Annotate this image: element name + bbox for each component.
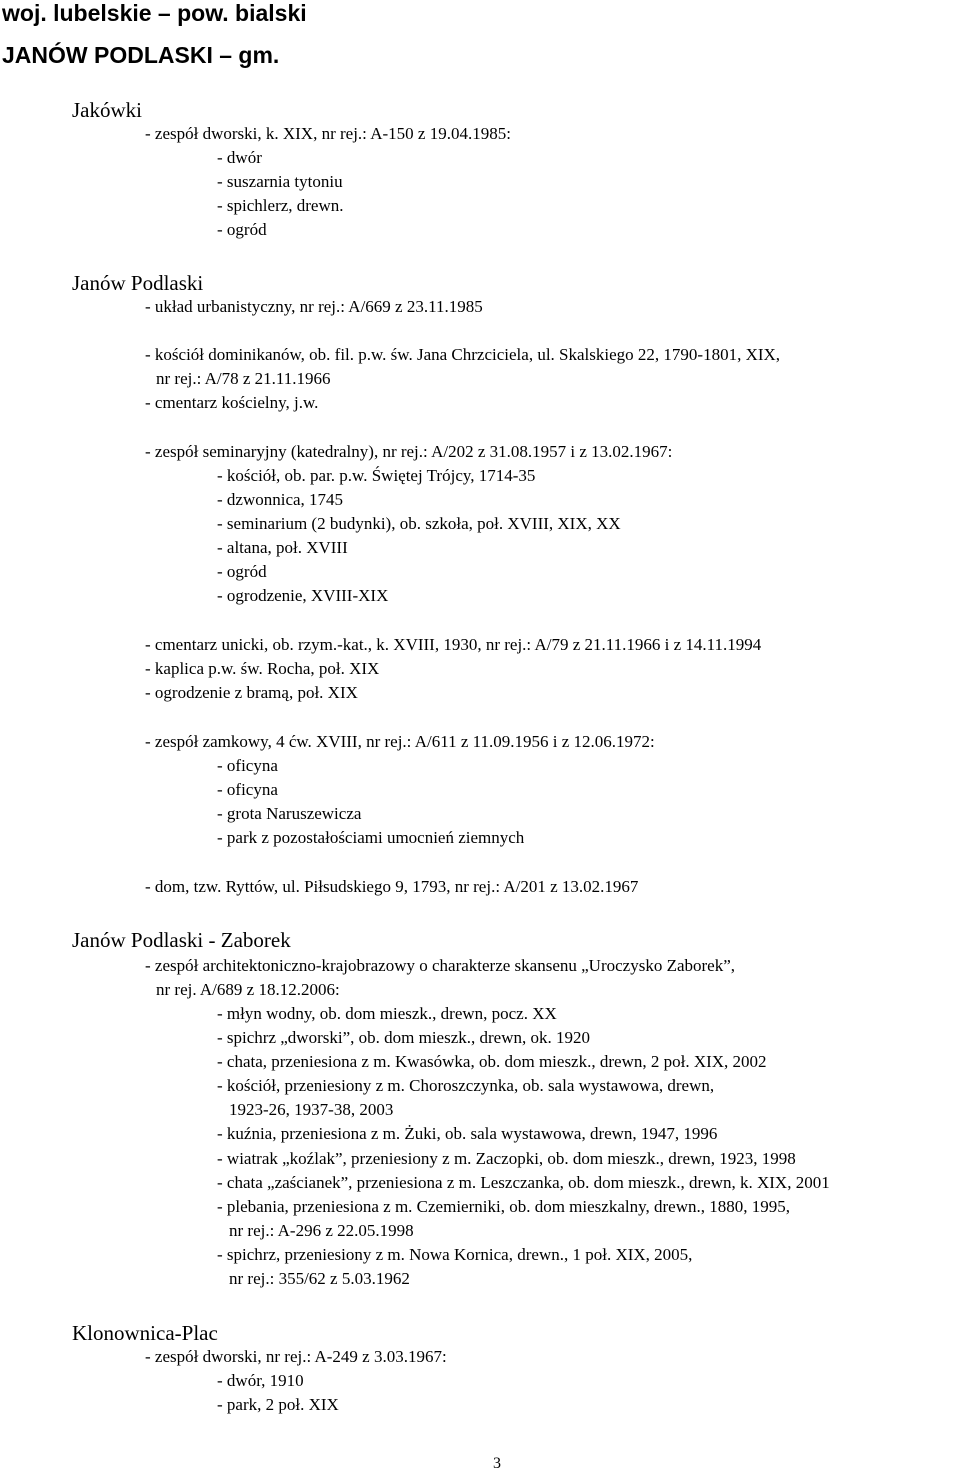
entry-line: - dom, tzw. Ryttów, ul. Piłsudskiego 9, 1793, nr rej.: A/201 z 13.02.1967 xyxy=(145,877,639,896)
entry-line: nr rej. A/689 z 18.12.2006: xyxy=(156,980,340,999)
entry-line: - kościół, ob. par. p.w. Świętej Trójcy, 1714-35 xyxy=(217,466,536,485)
entry-line: - kościół, przeniesiony z m. Choroszczynka, ob. sala wystawowa, drewn, xyxy=(217,1076,715,1095)
entry-line: - spichrz „dworski”, ob. dom mieszk., drewn, ok. 1920 xyxy=(217,1028,590,1047)
entry-line: nr rej.: A/78 z 21.11.1966 xyxy=(156,369,331,388)
entry-line: - zespół seminaryjny (katedralny), nr rej.: A/202 z 31.08.1957 i z 13.02.1967: xyxy=(145,442,673,461)
place-name: Jakówki xyxy=(72,98,142,122)
entry-line: - spichlerz, drewn. xyxy=(217,196,344,215)
place-name: Klonownica-Plac xyxy=(72,1321,218,1345)
entry-line: - altana, poł. XVIII xyxy=(217,538,348,557)
entry-line: - układ urbanistyczny, nr rej.: A/669 z 23.11.1985 xyxy=(145,297,483,316)
entry-line: - plebania, przeniesiona z m. Czemierniki, ob. dom mieszkalny, drewn., 1880, 1995, xyxy=(217,1197,790,1216)
entry-line: - suszarnia tytoniu xyxy=(217,172,343,191)
entry-line: 1923-26, 1937-38, 2003 xyxy=(229,1100,394,1119)
place-name: Janów Podlaski - Zaborek xyxy=(72,928,291,952)
entry-line: - chata „zaścianek”, przeniesiona z m. Leszczanka, ob. dom mieszk., drewn, k. XIX, 2001 xyxy=(217,1173,830,1192)
entry-line: nr rej.: 355/62 z 5.03.1962 xyxy=(229,1269,410,1288)
entry-line: - cmentarz kościelny, j.w. xyxy=(145,393,319,412)
entry-line: - park, 2 poł. XIX xyxy=(217,1395,339,1414)
entry-line: nr rej.: A-296 z 22.05.1998 xyxy=(229,1221,414,1240)
commune-heading: JANÓW PODLASKI – gm. xyxy=(2,42,280,68)
entry-line: - kaplica p.w. św. Rocha, poł. XIX xyxy=(145,659,380,678)
entry-line: - kościół dominikanów, ob. fil. p.w. św. Jana Chrzciciela, ul. Skalskiego 22, 1790-1801, XIX, xyxy=(145,345,781,364)
entry-line: - zespół dworski, nr rej.: A-249 z 3.03.1967: xyxy=(145,1347,447,1366)
place-name: Janów Podlaski xyxy=(72,271,204,295)
entry-line: - ogrodzenie, XVIII-XIX xyxy=(217,586,389,605)
entry-line: - zespół dworski, k. XIX, nr rej.: A-150 z 19.04.1985: xyxy=(145,124,511,143)
entry-line: - grota Naruszewicza xyxy=(217,804,362,823)
entry-line: - park z pozostałościami umocnień ziemnych xyxy=(217,828,525,847)
entry-line: - dzwonnica, 1745 xyxy=(217,490,344,509)
region-heading: woj. lubelskie – pow. bialski xyxy=(2,0,307,26)
entry-line: - zespół zamkowy, 4 ćw. XVIII, nr rej.: A/611 z 11.09.1956 i z 12.06.1972: xyxy=(145,732,655,751)
entry-line: - chata, przeniesiona z m. Kwasówka, ob. dom mieszk., drewn, 2 poł. XIX, 2002 xyxy=(217,1052,767,1071)
entry-line: - ogrodzenie z bramą, poł. XIX xyxy=(145,683,358,702)
entry-line: - dwór xyxy=(217,148,262,167)
entry-line: - wiatrak „koźlak”, przeniesiony z m. Zaczopki, ob. dom mieszk., drewn, 1923, 1998 xyxy=(217,1149,796,1168)
entry-line: - ogród xyxy=(217,220,267,239)
entry-line: - ogród xyxy=(217,562,267,581)
entry-line: - oficyna xyxy=(217,780,278,799)
entry-line: - cmentarz unicki, ob. rzym.-kat., k. XVIII, 1930, nr rej.: A/79 z 21.11.1966 i z 14.11.1994 xyxy=(145,635,762,654)
entry-line: - dwór, 1910 xyxy=(217,1371,304,1390)
entry-line: - seminarium (2 budynki), ob. szkoła, poł. XVIII, XIX, XX xyxy=(217,514,621,533)
page-number: 3 xyxy=(493,1455,501,1472)
entry-line: - młyn wodny, ob. dom mieszk., drewn, pocz. XX xyxy=(217,1004,557,1023)
entry-line: - zespół architektoniczno-krajobrazowy o charakterze skansenu „Uroczysko Zaborek”, xyxy=(145,956,736,975)
entry-line: - spichrz, przeniesiony z m. Nowa Kornica, drewn., 1 poł. XIX, 2005, xyxy=(217,1245,693,1264)
entry-line: - kuźnia, przeniesiona z m. Żuki, ob. sala wystawowa, drewn, 1947, 1996 xyxy=(217,1124,718,1143)
entry-line: - oficyna xyxy=(217,756,278,775)
